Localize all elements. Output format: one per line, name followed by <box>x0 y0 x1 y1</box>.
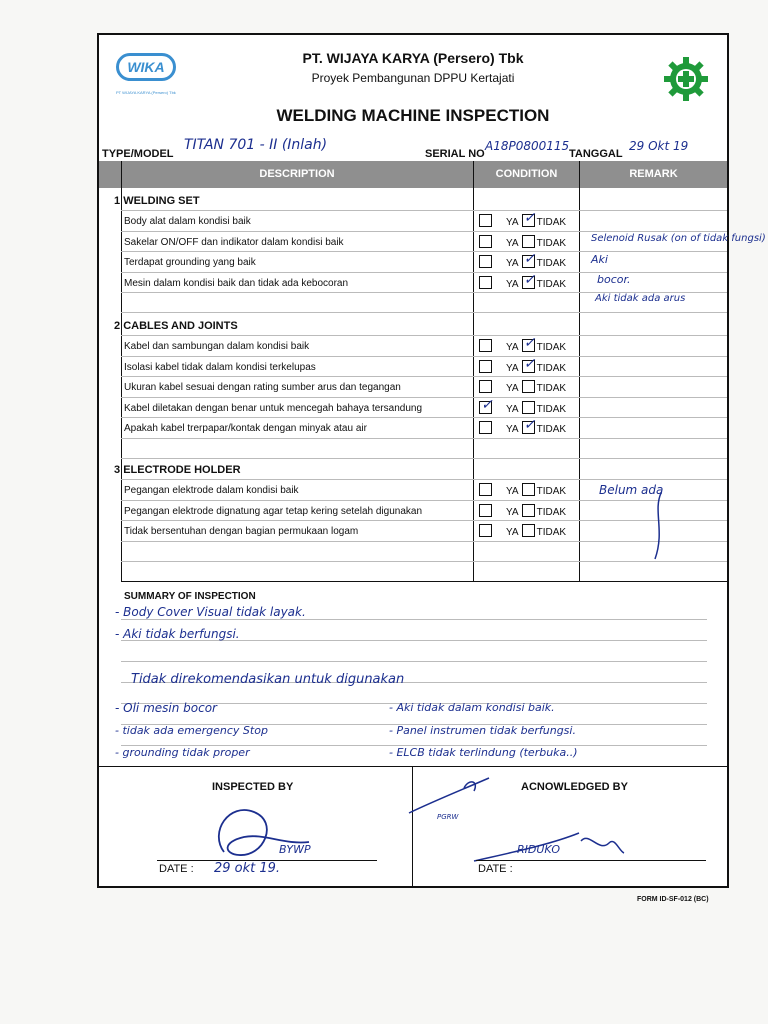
ya-label: YA <box>506 362 519 374</box>
inspected-date-value: 29 okt 19. <box>214 861 281 876</box>
tidak-label: TIDAK <box>536 342 567 353</box>
ya-label: YA <box>506 237 519 249</box>
wika-logo: WIKA <box>116 53 176 81</box>
condition-checkboxes <box>479 235 566 249</box>
ya-checkbox[interactable] <box>479 504 492 517</box>
row-divider <box>121 272 727 273</box>
summary-line-5: - Aki tidak dalam kondisi baik. <box>389 701 555 714</box>
ya-checkbox[interactable] <box>479 235 492 248</box>
type-model-label: TYPE/MODEL <box>102 148 174 160</box>
section-title: 3 ELECTRODE HOLDER <box>114 464 241 476</box>
remark-3: bocor. <box>597 273 631 286</box>
condition-checkboxes <box>479 354 567 374</box>
row-divider <box>121 356 727 357</box>
acknowledged-date-line <box>476 860 706 861</box>
checklist-item: Apakah kabel trerpapar/kontak dengan minyak atau air <box>124 423 367 435</box>
acknowledged-date-label: DATE : <box>478 863 513 875</box>
ya-checkbox[interactable] <box>479 483 492 496</box>
tidak-label: TIDAK <box>536 403 567 415</box>
acknowledger-note: PGRW <box>437 813 459 821</box>
checklist-item: Pegangan elektrode dalam kondisi baik <box>124 485 299 496</box>
ya-checkbox[interactable] <box>479 276 492 289</box>
column-divider <box>473 161 474 581</box>
logo-subtitle: PT WIJAYA KARYA (Persero) Tbk <box>116 90 176 95</box>
row-divider <box>121 520 727 521</box>
ya-checkbox[interactable] <box>479 360 492 373</box>
checklist-item: Terdapat grounding yang baik <box>124 257 256 269</box>
serial-value: A18P0800115 <box>485 139 570 153</box>
row-divider <box>121 438 727 439</box>
check-mark-icon: ✓ <box>523 209 536 225</box>
serial-label: SERIAL NO <box>425 148 485 160</box>
acknowledged-by-label: ACNOWLEDGED BY <box>521 781 628 793</box>
row-divider <box>121 397 727 398</box>
ya-label: YA <box>506 217 519 228</box>
condition-column-header: CONDITION <box>495 168 558 180</box>
tidak-label: TIDAK <box>536 237 567 249</box>
summary-line-9: - ELCB tidak terlindung (terbuka..) <box>389 746 578 759</box>
condition-checkboxes <box>479 209 567 228</box>
condition-checkboxes <box>479 483 566 497</box>
summary-line-2: - Aki tidak berfungsi. <box>115 627 240 641</box>
ya-checkbox[interactable] <box>479 255 492 268</box>
summary-line-3: Tidak direkomendasikan untuk digunakan <box>131 672 405 687</box>
check-mark-icon: ✓ <box>523 354 536 371</box>
remark-5: Belum ada <box>599 483 664 497</box>
checklist-item: Pegangan elektrode dignatung agar tetap kering setelah digunakan <box>124 505 423 517</box>
summary-divider <box>121 581 727 582</box>
checklist-item: Kabel diletakan dengan benar untuk mencegah bahaya tersandung <box>124 402 423 414</box>
checklist-item: Body alat dalam kondisi baik <box>124 216 251 227</box>
row-divider <box>121 417 727 418</box>
ya-label: YA <box>506 342 519 353</box>
acknowledger-name: RIDUKO <box>517 843 560 856</box>
check-mark-icon: ✓ <box>481 395 493 412</box>
check-mark-icon: ✓ <box>523 334 536 350</box>
ya-label: YA <box>506 383 519 395</box>
row-divider <box>121 500 727 501</box>
row-divider <box>121 312 727 313</box>
summary-rule <box>121 661 707 662</box>
check-mark-icon: ✓ <box>523 270 536 287</box>
tidak-checkbox[interactable] <box>522 524 535 537</box>
tidak-checkbox[interactable] <box>522 416 536 434</box>
ya-label: YA <box>506 403 519 415</box>
condition-checkboxes <box>479 270 567 290</box>
tidak-checkbox[interactable] <box>522 209 536 227</box>
tidak-checkbox[interactable] <box>522 250 536 268</box>
row-divider <box>121 458 727 459</box>
ya-label: YA <box>506 424 519 436</box>
tidak-checkbox[interactable] <box>522 354 536 373</box>
inspected-by-label: INSPECTED BY <box>212 781 294 793</box>
summary-rule <box>121 619 707 620</box>
checklist-item: Isolasi kabel tidak dalam kondisi terkelupas <box>124 361 316 373</box>
inspection-form <box>97 33 766 888</box>
project-name: Proyek Pembangunan DPPU Kertajati <box>311 71 515 85</box>
row-divider <box>121 376 727 377</box>
section-title: 1 WELDING SET <box>114 195 200 207</box>
ya-checkbox[interactable] <box>479 395 493 414</box>
tidak-label: TIDAK <box>536 278 567 290</box>
condition-checkboxes <box>479 250 567 270</box>
summary-line-8: - grounding tidak proper <box>115 746 250 759</box>
form-title: WELDING MACHINE INSPECTION <box>276 106 550 125</box>
column-divider <box>121 161 122 581</box>
column-divider <box>579 161 580 581</box>
ya-label: YA <box>506 506 519 518</box>
tidak-label: TIDAK <box>536 424 567 436</box>
tidak-checkbox[interactable] <box>522 270 536 289</box>
tidak-label: TIDAK <box>536 486 567 497</box>
tidak-label: TIDAK <box>536 362 567 374</box>
checklist-item: Mesin dalam kondisi baik dan tidak ada kebocoran <box>124 277 349 289</box>
remark-scribble <box>651 491 671 561</box>
ya-checkbox[interactable] <box>479 524 492 537</box>
row-divider <box>121 479 727 480</box>
signature-divider <box>99 766 727 767</box>
tidak-label: TIDAK <box>536 258 567 270</box>
description-column-header: DESCRIPTION <box>259 168 335 180</box>
type-model-value: TITAN 701 - II (Inlah) <box>184 137 328 153</box>
row-divider <box>121 231 727 232</box>
tidak-checkbox[interactable] <box>522 235 535 248</box>
remark-1: Selenoid Rusak (on of tidak fungsi) <box>591 233 766 244</box>
condition-checkboxes <box>479 524 566 538</box>
condition-checkboxes <box>479 416 567 436</box>
summary-line-1: - Body Cover Visual tidak layak. <box>115 605 306 619</box>
checklist-item: Sakelar ON/OFF dan indikator dalam kondisi baik <box>124 236 344 248</box>
condition-checkboxes <box>479 395 567 415</box>
ya-checkbox[interactable] <box>479 380 492 393</box>
ya-checkbox[interactable] <box>479 214 492 227</box>
inspector-signature <box>204 797 314 867</box>
tidak-checkbox[interactable] <box>522 483 535 496</box>
tidak-label: TIDAK <box>536 217 567 228</box>
remark-column-header: REMARK <box>629 168 678 180</box>
ya-checkbox[interactable] <box>479 421 492 434</box>
inspector-name: BYWP <box>279 843 311 856</box>
company-name: PT. WIJAYA KARYA (Persero) Tbk <box>302 50 524 66</box>
row-divider <box>121 251 727 252</box>
summary-line-6: - tidak ada emergency Stop <box>115 724 268 737</box>
ya-label: YA <box>506 278 519 290</box>
form-id: FORM ID-SF-012 (BC) <box>637 896 709 903</box>
check-mark-icon: ✓ <box>523 416 536 433</box>
tidak-checkbox[interactable] <box>522 401 535 414</box>
condition-checkboxes <box>479 334 567 353</box>
tidak-label: TIDAK <box>536 383 567 395</box>
section-title: 2 CABLES AND JOINTS <box>114 320 238 332</box>
row-divider <box>121 561 727 562</box>
checklist-item: Ukuran kabel sesuai dengan rating sumber arus dan tegangan <box>124 382 401 394</box>
ya-label: YA <box>506 486 519 497</box>
tidak-checkbox[interactable] <box>522 380 535 393</box>
row-divider <box>121 335 727 336</box>
tidak-checkbox[interactable] <box>522 504 535 517</box>
row-divider <box>121 541 727 542</box>
remark-4: Aki tidak ada arus <box>595 293 686 304</box>
summary-title: SUMMARY OF INSPECTION <box>124 591 256 602</box>
inspected-date-label: DATE : <box>159 863 194 875</box>
tidak-label: TIDAK <box>536 506 567 518</box>
checklist-item: Kabel dan sambungan dalam kondisi baik <box>124 341 310 352</box>
ya-label: YA <box>506 527 519 539</box>
tidak-label: TIDAK <box>536 527 567 539</box>
summary-line-7: - Panel instrumen tidak berfungsi. <box>389 724 576 737</box>
remark-2: Aki <box>591 253 608 266</box>
condition-checkboxes <box>479 504 566 518</box>
checklist-item: Tidak bersentuhan dengan bagian permukaan logam <box>124 526 359 538</box>
k3-safety-gear-icon <box>662 55 710 103</box>
date-header-label: TANGGAL <box>569 148 623 160</box>
condition-checkboxes <box>479 380 566 394</box>
tidak-checkbox[interactable] <box>522 334 536 352</box>
ya-label: YA <box>506 258 519 270</box>
ya-checkbox[interactable] <box>479 339 492 352</box>
check-mark-icon: ✓ <box>523 250 536 267</box>
summary-line-4: - Oli mesin bocor <box>115 701 217 715</box>
row-divider <box>121 210 727 211</box>
date-header-value: 29 Okt 19 <box>629 139 689 153</box>
